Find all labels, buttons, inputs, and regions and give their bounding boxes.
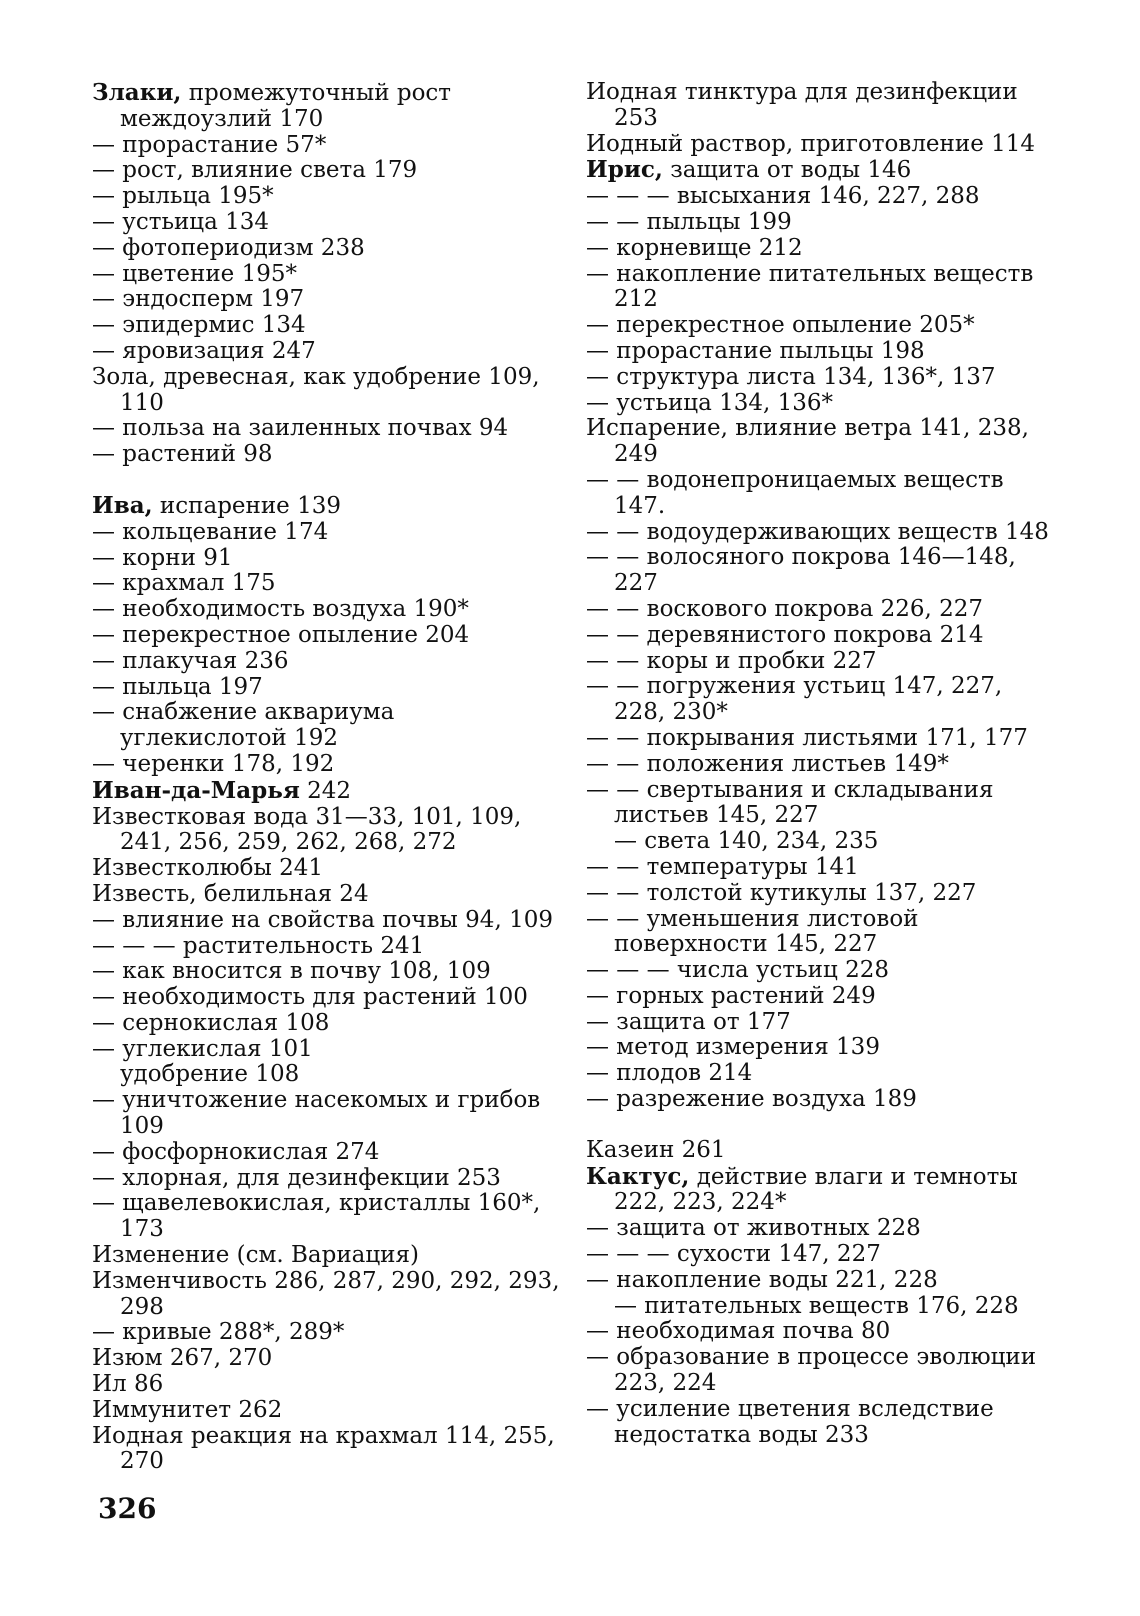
index-entry (586, 1294, 1056, 1320)
entry-text: — плодов 214 (586, 1060, 753, 1087)
index-entry (586, 1242, 1056, 1268)
entry-text: — крахмал 175 (92, 570, 276, 597)
entry-text: — горных растений 249 (586, 982, 876, 1009)
index-entry (92, 1062, 562, 1088)
entry-headword: Кактус, (586, 1162, 690, 1190)
index-entry (586, 339, 1056, 365)
index-entry (586, 1216, 1056, 1242)
index-entry (92, 1191, 562, 1243)
entry-headword: Злаки, (92, 79, 182, 106)
index-entry (92, 1398, 562, 1424)
entry-text: испарение 139 (152, 492, 342, 519)
entry-headword: Ива, (92, 491, 153, 519)
index-entry (92, 1424, 562, 1476)
entry-text: промежуточный рост междоузлий 170 (120, 80, 452, 132)
index-entry (92, 158, 562, 184)
entry-text: — — водоудерживающих веществ 148 (586, 518, 1049, 545)
entry-text: — метод измерения 139 (586, 1034, 880, 1061)
entry-text: Изменение (см. Вариация) (92, 1242, 419, 1269)
entry-text: — — свертывания и складывания листьев 145, 227 (586, 776, 994, 829)
index-entry (586, 726, 1056, 752)
index-entry (92, 1243, 562, 1269)
index-entry (92, 365, 562, 417)
index-entry (586, 855, 1056, 881)
index-entry (92, 80, 562, 133)
page-number: 326 (98, 1492, 157, 1525)
entry-text: — черенки 178, 192 (92, 750, 335, 777)
index-entry (586, 1061, 1056, 1087)
index-entry (586, 416, 1056, 468)
index-entry (92, 597, 562, 623)
entry-text: — накопление питательных веществ 212 (586, 260, 1034, 313)
index-column-left (92, 80, 562, 1475)
entry-text: — — положения листьев 149* (586, 750, 949, 777)
index-entry (92, 571, 562, 597)
index-entry (92, 287, 562, 313)
index-entry (92, 339, 562, 365)
index-entry (92, 313, 562, 339)
entry-text: — — — растительность 241 (92, 932, 425, 959)
index-entry (586, 1138, 1056, 1164)
entry-text: Иодная тинктура для дезинфекции 253 (586, 79, 1018, 131)
index-entry (586, 132, 1056, 158)
entry-text: — — уменьшения листовой поверхности 145, 227 (586, 905, 919, 958)
index-entry (586, 1164, 1056, 1217)
index-entry (92, 752, 562, 778)
index-entry (92, 856, 562, 882)
entry-text: — — — сухости 147, 227 (586, 1241, 881, 1268)
index-entry (586, 958, 1056, 984)
index-entry (586, 157, 1056, 184)
entry-headword: Иван-да-Марья (92, 776, 300, 804)
index-entry (92, 934, 562, 960)
index-entry (92, 1037, 562, 1063)
section-gap (586, 1113, 1056, 1138)
index-entry (586, 1268, 1056, 1294)
index-entry (92, 1166, 562, 1192)
index-entry (92, 675, 562, 701)
entry-text: — корни 91 (92, 544, 233, 571)
index-entry (586, 80, 1056, 132)
entry-text: — пыльца 197 (92, 673, 263, 700)
entry-text: — устьица 134, 136* (586, 389, 834, 416)
entry-text: — накопление воды 221, 228 (586, 1266, 938, 1293)
index-entry (586, 778, 1056, 830)
entry-text: — перекрестное опыление 205* (586, 312, 975, 339)
entry-text: — польза на заиленных почвах 94 (92, 415, 509, 442)
entry-text: — — покрывания листьями 171, 177 (586, 724, 1028, 751)
index-entry (586, 1035, 1056, 1061)
index-entry (92, 520, 562, 546)
entry-text: — необходимость воздуха 190* (92, 596, 469, 623)
index-entry (92, 623, 562, 649)
entry-text: — эндосперм 197 (92, 286, 305, 313)
index-entry (92, 1011, 562, 1037)
entry-text: — плакучая 236 (92, 647, 289, 674)
index-entry (586, 210, 1056, 236)
entry-text: — цветение 195* (92, 260, 297, 287)
entry-text: Известколюбы 241 (92, 855, 323, 882)
index-entry (92, 778, 562, 805)
entry-text: Известь, белильная 24 (92, 880, 369, 907)
entry-text: — — погружения устьиц 147, 227, 228, 230* (586, 673, 1003, 726)
index-column-right (586, 80, 1056, 1448)
entry-text: — хлорная, для дезинфекции 253 (92, 1164, 501, 1191)
index-entry (92, 493, 562, 520)
index-entry (92, 700, 562, 752)
entry-text: действие влаги и темноты 222, 223, 224* (614, 1163, 1018, 1216)
index-entry (92, 1088, 562, 1140)
entry-text: — — воскового покрова 226, 227 (586, 595, 984, 622)
index-entry (92, 442, 562, 468)
entry-text: Иодная реакция на крахмал 114, 255, 270 (92, 1422, 555, 1475)
index-entry (92, 882, 562, 908)
entry-text: 242 (299, 777, 352, 804)
entry-text: — яровизация 247 (92, 337, 316, 364)
entry-text: — щавелевокислая, кристаллы 160*, 173 (92, 1190, 541, 1243)
entry-text: — сернокислая 108 (92, 1009, 330, 1036)
index-entry (92, 1372, 562, 1398)
index-entry (92, 985, 562, 1011)
entry-text: — кривые 288*, 289* (92, 1319, 345, 1346)
index-entry (586, 881, 1056, 907)
entry-text: — структура листа 134, 136*, 137 (586, 363, 996, 390)
entry-text: — — деревянистого покрова 214 (586, 621, 984, 648)
entry-text: — защита от 177 (586, 1008, 791, 1035)
entry-text: — — — высыхания 146, 227, 288 (586, 183, 980, 210)
entry-text: — фотопериодизм 238 (92, 234, 365, 261)
index-entry (92, 184, 562, 210)
entry-text: — — водонепроницаемых веществ 147. (586, 466, 1004, 519)
entry-text: — — волосяного покрова 146—148, 227 (586, 544, 1016, 597)
entry-text: — — температуры 141 (586, 853, 859, 880)
entry-text: — защита от животных 228 (586, 1215, 921, 1242)
entry-text: — перекрестное опыление 204 (92, 621, 470, 648)
entry-text: Казеин 261 (586, 1136, 726, 1163)
entry-text: — — пыльцы 199 (586, 208, 792, 235)
index-entry (586, 1087, 1056, 1113)
index-entry (586, 184, 1056, 210)
entry-text: Иммунитет 262 (92, 1396, 283, 1423)
entry-text: — света 140, 234, 235 (614, 828, 879, 855)
index-entry (586, 1397, 1056, 1449)
entry-text: Ил 86 (92, 1371, 164, 1398)
entry-text: — влияние на свойства почвы 94, 109 (92, 906, 553, 933)
index-entry (92, 649, 562, 675)
index-entry (92, 1346, 562, 1372)
index-entry (92, 908, 562, 934)
index-entry (92, 262, 562, 288)
entry-text: — необходимость для растений 100 (92, 984, 528, 1011)
index-entry (92, 1320, 562, 1346)
entry-text: — корневище 212 (586, 234, 803, 261)
entry-text: — разрежение воздуха 189 (586, 1086, 917, 1113)
entry-text: — эпидермис 134 (92, 312, 306, 339)
entry-text: — устьица 134 (92, 208, 270, 235)
entry-text: — снабжение аквариума углекислотой 192 (92, 699, 395, 752)
index-entry (586, 365, 1056, 391)
index-entry (586, 313, 1056, 339)
entry-text: Зола, древесная, как удобрение 109, 110 (92, 363, 540, 416)
index-entry (586, 674, 1056, 726)
entry-text: — питательных веществ 176, 228 (614, 1292, 1019, 1319)
index-entry (92, 1140, 562, 1166)
entry-text: — фосфорнокислая 274 (92, 1138, 380, 1165)
entry-text: — как вносится в почву 108, 109 (92, 958, 491, 985)
index-entry (586, 391, 1056, 417)
index-entry (586, 1345, 1056, 1397)
index-entry (586, 623, 1056, 649)
index-entry (586, 545, 1056, 597)
index-entry (586, 597, 1056, 623)
entry-text: защита от воды 146 (662, 157, 912, 184)
entry-text: — — — числа устьиц 228 (586, 957, 889, 984)
entry-headword: Ирис, (586, 156, 663, 184)
section-gap (92, 468, 562, 493)
entry-text: Изюм 267, 270 (92, 1345, 273, 1372)
entry-text: — растений 98 (92, 441, 273, 468)
index-entry (92, 416, 562, 442)
entry-text: — рост, влияние света 179 (92, 157, 418, 184)
index-entry (586, 829, 1056, 855)
index-entry (586, 520, 1056, 546)
entry-text: — — толстой кутикулы 137, 227 (586, 879, 977, 906)
index-entry (586, 262, 1056, 314)
index-entry (586, 649, 1056, 675)
entry-text: — углекислая 101 (92, 1035, 313, 1062)
entry-text: Иодный раствор, приготовление 114 (586, 130, 1036, 157)
index-entry (92, 210, 562, 236)
entry-text: — рыльца 195* (92, 183, 274, 210)
index-entry (92, 546, 562, 572)
entry-text: — прорастание пыльцы 198 (586, 337, 925, 364)
entry-text: удобрение 108 (120, 1061, 300, 1088)
index-entry (586, 468, 1056, 520)
entry-text: — прорастание 57* (92, 131, 327, 158)
entry-text: — — коры и пробки 227 (586, 647, 877, 674)
index-entry (92, 133, 562, 159)
entry-text: — необходимая почва 80 (586, 1318, 891, 1345)
index-entry (92, 805, 562, 857)
entry-text: — усиление цветения вследствие недостатка воды 233 (586, 1395, 994, 1448)
entry-text: Изменчивость 286, 287, 290, 292, 293, 298 (92, 1267, 560, 1320)
entry-text: — уничтожение насекомых и грибов 109 (92, 1087, 541, 1140)
index-entry (92, 236, 562, 262)
index-entry (92, 959, 562, 985)
index-entry (586, 1010, 1056, 1036)
index-entry (586, 1319, 1056, 1345)
entry-text: Известковая вода 31—33, 101, 109, 241, 256, 259, 262, 268, 272 (92, 803, 522, 856)
index-entry (586, 984, 1056, 1010)
index-entry (92, 1269, 562, 1321)
index-entry (586, 236, 1056, 262)
index-entry (586, 907, 1056, 959)
index-entry (586, 752, 1056, 778)
entry-text: — кольцевание 174 (92, 518, 329, 545)
entry-text: Испарение, влияние ветра 141, 238, 249 (586, 415, 1029, 468)
entry-text: — образование в процессе эволюции 223, 224 (586, 1344, 1037, 1397)
